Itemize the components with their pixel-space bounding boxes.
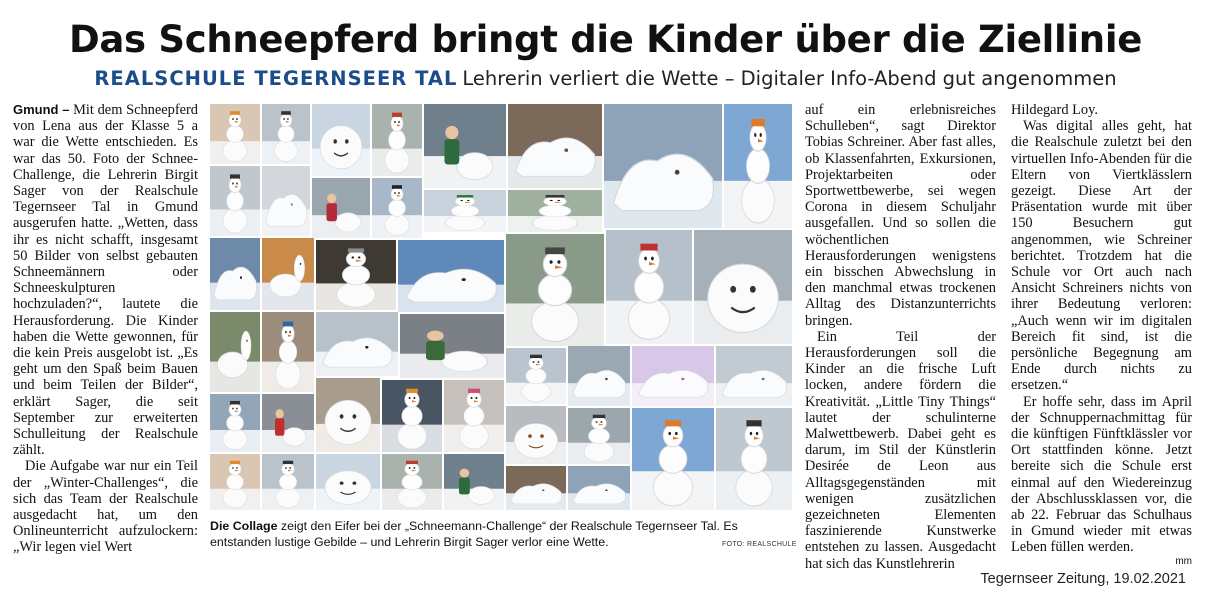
sled-kid-photo bbox=[312, 178, 370, 238]
snowman-small-photo bbox=[210, 166, 260, 236]
snow-sculpture-garden-photo bbox=[508, 104, 602, 188]
paragraph: auf ein erlebnisreiches Schulleben“, sagt Direktor Tobias Schreiner. Aber fast alles, ob Klassenfahrten, Exkursionen, Projektarbeiten oder Sportwettbewerbe, sei wegen Corona in diesem Schuljahr ausgefallen. Und so sollen die wöchentlichen Herausforderungen wenigstens ein bisschen Abwechslung in den manchmal etwas trockenen Alltag des Distanzunterrichts bringen. bbox=[805, 102, 996, 329]
photo-collage bbox=[210, 104, 792, 512]
snowman-tree-photo bbox=[508, 190, 602, 232]
paragraph: Er hoffe sehr, dass im April der Schnuppernachmittag für die künftigen Fünftklässler vor Ort stattfinden könne. Jetzt bereite sich die Schule erst einmal auf den Wiedereinzug der Abschlussklassen vor, die ab 22. Februar das Schulhaus in Gmund wieder mit etwas Leben füllen werden. bbox=[1011, 393, 1192, 556]
subheadline: Lehrerin verliert die Wette – Digitaler Info-Abend gut angenommen bbox=[462, 67, 1117, 90]
snowman-window-photo bbox=[382, 454, 442, 510]
dateline-place: Gmund bbox=[13, 102, 59, 117]
snow-horse-photo bbox=[262, 238, 314, 310]
snow-pink-hat-photo bbox=[444, 380, 504, 452]
snowman-kid-red-photo bbox=[262, 394, 314, 452]
paragraph: Die Aufgabe war nur ein Teil der „Winter-Challenges“, die sich das Team der Realschule ausgedacht hat, um den Onlineunterricht aufzulockern: „Wir legen viel Wert bbox=[13, 458, 198, 556]
article-column-1 bbox=[13, 102, 198, 556]
subheadline-row bbox=[0, 67, 1211, 90]
snowman-blue-photo bbox=[372, 178, 422, 238]
paragraph: Was digital alles geht, hat die Realschule zuletzt bei den virtuellen Info-Abenden für die Eltern von Viertklässlern gezeigt. Diese Art der Präsentation wurde mit über 150 Besuchern gut angenommen, wie Schreiner berichtet. Trotzdem hat die Schule vor Ort auch nach Ansicht Schreiners nichts von ihrer Bedeutung verloren: „Auch wenn wir im digitalen Bereich fit sind, ist die persönliche Begegnung am Ende durch nichts zu ersetzen.“ bbox=[1011, 118, 1193, 394]
snow-tower-photo bbox=[716, 346, 792, 406]
snowman-window-photo bbox=[372, 104, 422, 176]
kids-with-snowman-photo bbox=[424, 104, 506, 188]
snowman-trees-photo bbox=[262, 104, 310, 164]
article-column-3 bbox=[1011, 102, 1192, 570]
snowman-scarf-photo bbox=[316, 240, 396, 310]
snow-dragon-photo bbox=[604, 104, 722, 228]
author-signature: mm bbox=[1175, 555, 1192, 567]
kids-with-snowman-photo bbox=[444, 454, 504, 510]
snowman-night-photo bbox=[382, 380, 442, 452]
photo-credit: FOTO: REALSCHULE bbox=[722, 541, 797, 548]
snowman-sky-photo bbox=[632, 408, 714, 510]
snowman-orange-photo bbox=[210, 454, 260, 510]
snow-animal-blue-photo bbox=[398, 240, 504, 312]
snow-face-photo bbox=[312, 104, 370, 176]
snow-cow-photo bbox=[210, 312, 260, 392]
paragraph bbox=[13, 102, 198, 458]
paragraph: Hildegard Loy. bbox=[1011, 102, 1098, 118]
snow-face-photo bbox=[316, 454, 380, 510]
dateline-dash: – bbox=[58, 102, 74, 117]
snow-creature-photo bbox=[210, 238, 260, 310]
snowman-garden-photo bbox=[506, 234, 604, 346]
photo-caption bbox=[210, 518, 792, 550]
article-column-2 bbox=[805, 102, 996, 572]
snow-hedgehog-photo bbox=[506, 406, 566, 464]
snow-penguin-photo bbox=[316, 312, 398, 376]
snow-stack-photo bbox=[262, 166, 310, 236]
snowman-hat-photo bbox=[424, 190, 506, 232]
kid-snow-hut-photo bbox=[400, 314, 504, 378]
snow-colorful-photo bbox=[632, 346, 714, 406]
caption-text: zeigt den Eifer bei der „Schneemann-Challenge“ der Realschule Tegernseer Tal. Es entstanden lustige Gebilde – und Lehrerin Birgit Sager verlor eine Wette. bbox=[210, 519, 738, 549]
snowman-sky-photo bbox=[724, 104, 792, 228]
snow-whale-photo bbox=[568, 346, 630, 406]
headline: Das Schneepferd bringt die Kinder über die Ziellinie bbox=[68, 18, 1143, 61]
snowman-duo-photo bbox=[262, 312, 314, 392]
snowman-yard-photo bbox=[568, 408, 630, 464]
caption-lead: Die Collage bbox=[210, 519, 278, 533]
kicker: REALSCHULE TEGERNSEER TAL bbox=[94, 67, 458, 90]
snow-sculpture-garden-photo bbox=[506, 466, 566, 510]
snow-blob-face-photo bbox=[694, 230, 792, 344]
snowman-small-photo bbox=[716, 408, 792, 510]
snowman-red-hat-photo bbox=[606, 230, 692, 344]
snowman-big-photo bbox=[506, 348, 566, 404]
snowman-trees-photo bbox=[262, 454, 314, 510]
snowman-lake-photo bbox=[210, 394, 260, 452]
snowman-orange-photo bbox=[210, 104, 260, 164]
paragraph: Ein Teil der Herausforderungen soll die Kinder an die frische Luft locken, andere fördern die Kreativität. „Little Tiny Things“ lautet der schulinterne Malwettbewerb. Dabei geht es darum, im Stil der Künstlerin Desirée de Leon aus Alltagsgegenständen mit wenigen zusätzlichen gezeichneten Elementen faszinierende Kunstwerke entstehen zu lassen. Ausgedacht hat sich das Kunstlehrerin bbox=[805, 328, 996, 572]
snow-owl-photo bbox=[316, 378, 380, 452]
snow-dragon-photo bbox=[568, 466, 630, 510]
paragraph-text: Mit dem Schneepferd von Lena aus der Klasse 5 a war die Wette entschieden. Es war das 50. Foto der Schnee-Challenge, die Lehrerin Birgit Sager von der Realschule Tegernseer Tal in Gmund ausgerufen hatte. „Wetten, dass ihr es nicht schafft, insgesamt 50 Bilder von selbst gebauten Schneemännern oder Schneeskulpturen hochzuladen?“, lautete die Herausforderung. Die Kinder haben die Wette gewonnen, für die kein Preis ausgelobt ist. „Es geht um den Spaß beim Bauen und beim Teilen der Bilder“, erklärt Sager, die seit September zur erweiterten Schulleitung der Realschule zählt. bbox=[13, 102, 198, 459]
source-footer: Tegernseer Zeitung, 19.02.2021 bbox=[980, 571, 1186, 587]
